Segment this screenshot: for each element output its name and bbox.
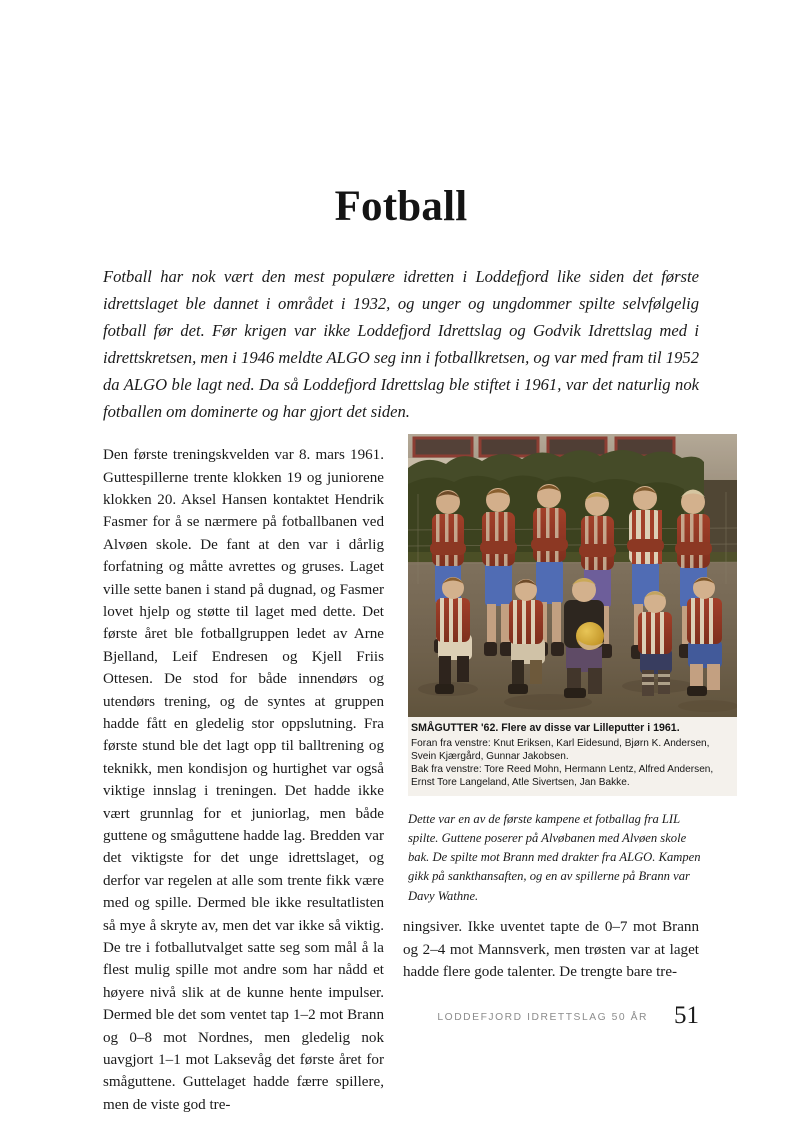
intro-paragraph: Fotball har nok vært den mest populære idretten i Loddefjord like siden det første idrettslaget ble dannet i området i 1932, og unger og ungdommer spilte selvfølgelig fotball før det. Før krigen var ikke Loddefjord Idrettslag og Godvik Idrettslag med i idrettskretsen, men i 1946 meldte ALGO seg inn i fotballkretsen, og var med fram til 1952 da ALGO ble lagt ned. Da så Loddefjord Idrettslag ble stiftet i 1961, var det naturlig nok fotballen om dominerte og har gjort det siden.: [103, 266, 699, 421]
page-footer: [403, 1000, 699, 1029]
photo-overlay-caption: [408, 717, 737, 796]
photo-caption-headline: SMÅGUTTER '62. Flere av disse var Lilleputter i 1961.: [411, 722, 680, 734]
photo-caption-back-row: Bak fra venstre: Tore Reed Mohn, Hermann Lentz, Alfred Andersen, Ernst Tore Langeland, Atle Sivertsen, Jan Bakke.: [411, 763, 714, 788]
body-column-right: ningsiver. Ikke uventet tapte de 0–7 mot Brann og 2–4 mot Mannsverk, men trøsten var at laget hadde flere gode talenter. De trengte bare tre-: [403, 919, 699, 980]
team-photo-figure: [408, 434, 737, 918]
page-number: 51: [674, 1002, 699, 1029]
body-column-left: Den første treningskvelden var 8. mars 1961. Guttespillerne trente klokken 19 og juniorene klokken 20. Aksel Hansen kontaktet Hendrik Fasmer for å se nærmere på fotballbanen ved Alvøen skole. De fant at den var i dårlig forfatning og måtte avrettes og gruses. Laget ville sette banen i stand på dugnad, og Fasmer lovet hjelp og støtte til laget med dette. Det første året ble fotballgruppen ledet av Arne Bjelland, Leif Endresen og Kjell Friis Ottesen. De stod for både innendørs og utendørs trening, og de syntes at gruppen hadde fått en gledelig stor oppslutning. Fra første stund ble det lagt opp til balltrening og teknikk, men kondisjon og hurtighet var også viktige innslag i treningen. Det hadde ikke vært grunnlag for et juniorlag, men både guttene og småguttene hadde lag. Bredden var det viktigste for det unge idrettslaget, og derfor var regelen at alle som trente fikk være med og spille. Dermed ble ikke resultatlisten så mye å skryte av, men det var ikke så viktig. De tre i fotballutvalget satte seg som mål å la flest mulig spille mot andre som har nådd et høyere nivå slik at de kunne hente impulser. Dermed ble det som ventet tap 1–2 mot Brann og 0–8 mot Nordnes, men gledelig nok uavgjort 1–1 mot Laksevåg det første året for småguttene. Guttelaget hadde færre spillere, men de viste god tre-: [103, 447, 384, 1113]
figure-caption: Dette var en av de første kampene et fotballag fra LIL spilte. Guttene poserer på Alvøbanen med Alvøen skole bak. De spilte mot Brann med drakter fra ALGO. Kampen gikk på sankthansaften, og en av spillerne på Brann var Davy Wathne.: [408, 811, 701, 903]
photo-caption-front-row: Foran fra venstre: Knut Eriksen, Karl Eidesund, Bjørn K. Andersen, Svein Kjærgård, Gunnar Jakobsen.: [411, 737, 710, 762]
page-title: Fotball: [334, 182, 468, 230]
team-photograph: [408, 434, 737, 717]
footer-label: LODDEFJORD IDRETTSLAG 50 ÅR: [437, 1012, 648, 1023]
